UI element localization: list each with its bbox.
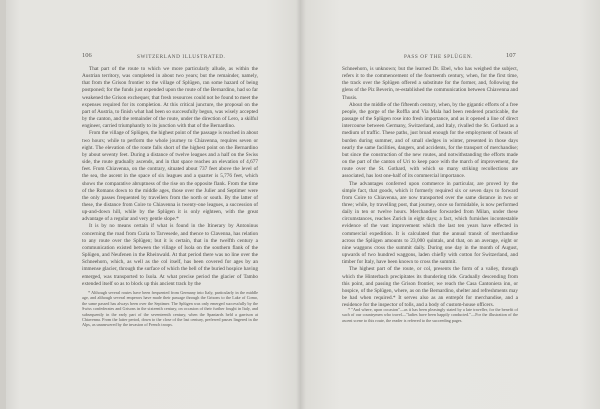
paragraph: About the middle of the fifteenth century, when, by the gigantic efforts of a free people, the gorge of the Roffla and Via Mala had been rendered practicable, the passage of the Splügen rose into fresh importance, and as it opened a line of direct intercourse between Germany, Switzerland, and Italy, rivalled the St. Gothard as a medium of traffic. These paths, just broad enough for the employment of beasts of burden during summer, and of small sledges in winter, presented in those days nearly the same facilities, dangers, and accidents, for the transport of merchandise; but since the construction of the new routes, and notwithstanding the efforts made on the part of the canton of Uri to keep pace with the march of improvement, the route over the St. Gothard, with which so many striking recollections are associated, has lost one-half of its commercial importance. — [342, 101, 518, 180]
right-running-head: PASS OF THE SPLÜGEN. — [404, 54, 474, 60]
right-body-text — [342, 66, 518, 309]
paragraph: That part of the route to which we more particularly allude, as within the Austrian territory, was completed in about two years; but the remainder, namely, that from the Grison frontier to the village of Splügen, ran some hazard of being postponed; for the funds just expended upon the route of the Bernardino, had so far weakened the Grison exchequer, that fresh resources could not be found to meet the expenses required for its completion. At this critical juncture, the proposal on the part of Austria, to finish what had been so successfully begun, was wisely accepted by the canton, and the remainder of the route, under the direction of Lero, a skilful engineer, carried triumphantly to its junction with that of the Bernardino. — [82, 66, 258, 130]
paragraph: From the village of Splügen, the highest point of the passage is reached in about two hours; while to perform the whole journey to Chiavenna, requires seven or eight. The elevation of the route falls short of the highest point on the Bernardino by about seventy feet. During a distance of twelve leagues and a half on the Swiss side, the route gradually ascends, and in that space reaches an elevation of 4,677 feet. From Chiavenna, on the contrary, situated about 737 feet above the level of the sea, the ascent in the space of six leagues and a quarter is 5,776 feet, which shows the comparative abruptness of the rise on the opposite flank. From the time of the Romans down to the middle ages, those over the Julier and Septimer were the only passes frequented by travellers from the north or south. By the latter of these, the distance from Coire to Chiavenna is twenty-one leagues, a succession of up-and-down hill, while by the Splügen it is only eighteen, with the great advantage of a regular and very gentle slope.* — [82, 130, 258, 223]
left-body-text — [82, 66, 258, 288]
paragraph: The advantages conferred upon commerce in particular, are proved by the simple fact, that goods, which it formerly required six or seven days to forward from Coire to Chiavenna, are now transported over the same distance in two or three; while, by travelling post, that journey, once so formidable, is now performed daily in ten or twelve hours. Merchandise forwarded from Milan, under these circumstances, reaches Zurich in eight days; a fact, which furnishes incontestable evidence of the vast improvement which the last ten years have effected in commercial expedition. It is calculated that the annual transit of merchandise across the Splügen amounts to 23,000 quintals, and that, on an average, eight or nine waggons cross the summit daily. During one day in the month of August, upwards of two hundred waggons, laden chiefly with cotton for Switzerland, and timber for Italy, have been known to cross the summit. — [342, 180, 518, 266]
left-running-head: SWITZERLAND ILLUSTRATED. — [137, 54, 226, 60]
left-page-number: 106 — [82, 52, 92, 59]
footnote-text: * Although several routes have been frequented from Germany into Italy, particularly in the middle age, and although several emperors have made their passage through the Grisons to the Lake of Como, the same passed has always been over the Septimer. The Splügen was only emerged successfully by the Swiss confederates and Grisons in the sixteenth century, on occasion of their further fought in Italy, and subsequently in the early part of the seventeenth century, when the Spaniards held a garrison at Chiavenna. From the latter period, down to the close of the last century, preferred passes lingered in the Alps, as unanswered by the invasion of French troops. — [82, 290, 258, 328]
paragraph: The highest part of the route, or col, presents the form of a valley, through which the Hinterbach precipitates its thundering tide. Gradually descending from this point, and passing the Grison frontier, we reach the Casa Cantoniera inn, or hospice, of the Splügen, where, as on the Bernardino, shelter and refreshments may be had when required.* It serves also as an entrepôt for merchandise, and a residence for the inspector of tolls, and a body of custom-house officers. — [342, 266, 518, 309]
paragraph: It is by no means certain if what is found in the Itinerary by Antoninus concerning the road from Curia to Tarvesede, and thence to Clavenna, has relation to any route over the Splügen; but it is certain, that in the twelfth century a communication existed between the village of Isola on the southern flank of the Splügen, and Neufenen in the Rheinwald. At that period there was no line over the Schneehorn, which, as well as the col itself, has been covered for ages by an immense glacier, through the surface of which the bell of the buried hospice having emerged, was transported to Isola. At what precise period the glacier of Tambo extended itself so as to block up this ancient track by the — [82, 223, 258, 287]
paragraph: Schneehorn, is unknown; but the learned Dr. Ebel, who has weighed the subject, refers it to the commencement of the fourteenth century, when, for the first time, the track over the Splügen offered a substitute for the former, and, following the glens of the Piz Beverin, re-established the communication between Chiavenna and Thusis. — [342, 66, 518, 101]
footnote-text: * "And where, upon occasion"—as it has been pleasingly stated by a late traveller, for the benefit of such of our countrymen who travel—"ladies have been happily conducted."—For the illustration of the ascent scene to this route, the reader is referred to the succeeding pages. — [342, 307, 518, 323]
left-footnote — [82, 290, 258, 328]
right-footnote — [342, 307, 518, 323]
right-page-number: 107 — [506, 52, 516, 59]
